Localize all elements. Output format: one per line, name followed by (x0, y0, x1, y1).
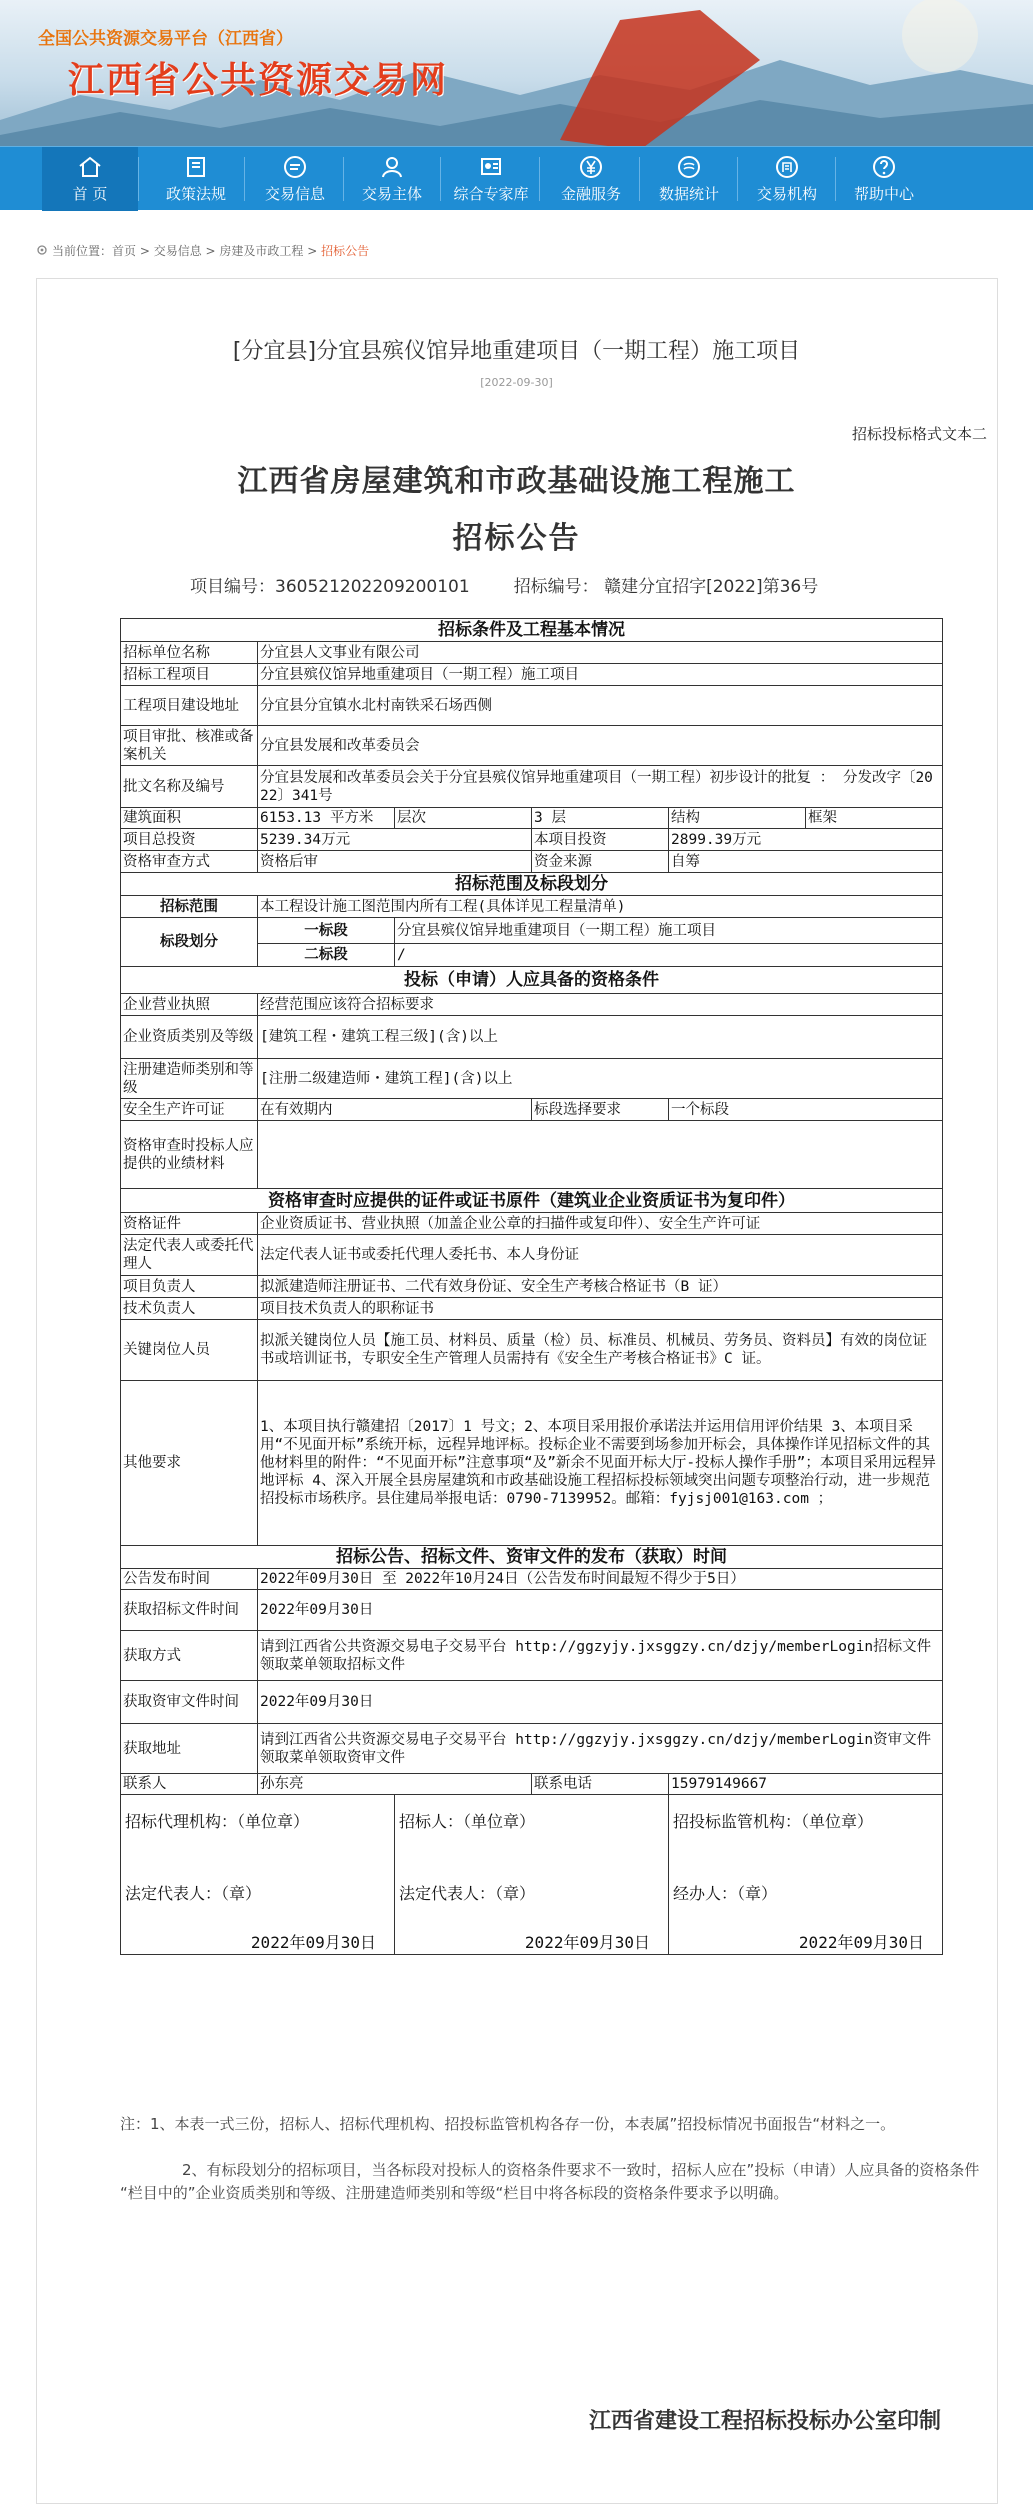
nav-label: 政策法规 (165, 185, 226, 203)
site-banner (0, 0, 1033, 146)
building-icon (774, 154, 800, 180)
breadcrumb-separator: > (136, 244, 154, 258)
cell-value: 项目技术负责人的职称证书 (258, 1298, 943, 1320)
cell-key: 批文名称及编号 (121, 766, 258, 808)
cell-value: 2022年09月30日 (258, 1590, 943, 1631)
cell-key: 本项目投资 (532, 829, 669, 851)
breadcrumb-home[interactable]: 首页 (112, 244, 137, 258)
cell-key: 资金来源 (532, 851, 669, 873)
project-code: 项目编号：360521202209200101 (190, 577, 470, 597)
section-header: 招标条件及工程基本情况 (121, 619, 943, 642)
nav-label: 数据统计 (658, 185, 719, 203)
cell-key: 其他要求 (121, 1381, 258, 1546)
user-icon (379, 154, 405, 180)
cell-key: 资格审查时投标人应提供的业绩材料 (121, 1121, 258, 1189)
cell-value: 15979149667 (669, 1774, 943, 1795)
cell-value (258, 1121, 943, 1189)
lot-label: 一标段 (258, 918, 395, 944)
main-nav (0, 146, 1033, 210)
tender-info-table (120, 618, 942, 1955)
cell-value: 资格后审 (258, 851, 532, 873)
cell-value: 经营范围应该符合招标要求 (258, 994, 943, 1016)
nav-label: 帮助中心 (853, 185, 914, 203)
yen-icon (578, 154, 604, 180)
cell-value: 分宜县发展和改革委员会关于分宜县殡仪馆异地重建项目（一期工程）初步设计的批复 ： 分发改字〔2022〕341号 (258, 766, 943, 808)
nav-help[interactable] (836, 147, 932, 211)
cell-key: 获取方式 (121, 1631, 258, 1681)
cell-value: 1、本项目执行赣建招〔2017〕1 号文；2、本项目采用报价承诺法并运用信用评价结果 3、本项目采用“不见面开标”系统开标，远程异地评标。投标企业不需要到场参加开标会，具体操作详见招标文件的其他材料里的附件：“不见面开标”注意事项“及”新余不见面开标大厅-投标人操作手册”；本项目采用远程异地评标 4、深入开展全县房屋建筑和市政基础设施工程招标投标领域突出问题专项整治行动，进一步规范招投标市场秩序。县住建局举报电话：0790-7139952。邮箱：fyjsj001@163.com ； (258, 1381, 943, 1546)
cell-value: 法定代表人证书或委托代理人委托书、本人身份证 (258, 1235, 943, 1276)
site-logo-title[interactable]: 江西省公共资源交易网 (68, 60, 449, 101)
nav-trade-info[interactable] (247, 147, 343, 211)
cell-key: 结构 (669, 808, 806, 829)
bid-code: 招标编号： 赣建分宜招字[2022]第36号 (513, 577, 819, 597)
cell-value: 拟派建造师注册证书、二代有效身份证、安全生产考核合格证书（B 证） (258, 1276, 943, 1298)
nav-divider (737, 157, 738, 201)
sig-rep: 经办人：（章） (673, 1884, 778, 1903)
sig-date: 2022年09月30日 (798, 1933, 924, 1952)
cell-value: 分宜县发展和改革委员会 (258, 726, 943, 766)
cell-value: / (395, 944, 943, 967)
cell-key: 招标单位名称 (121, 642, 258, 664)
cell-value: 分宜县人文事业有限公司 (258, 642, 943, 664)
cell-value: 孙东亮 (258, 1774, 532, 1795)
nav-expert-pool[interactable] (443, 147, 539, 211)
sig-date: 2022年09月30日 (250, 1933, 376, 1952)
help-icon (871, 154, 897, 180)
code-line (190, 572, 862, 597)
nav-trade-subject[interactable] (344, 147, 440, 211)
nav-label: 交易主体 (361, 185, 422, 203)
nav-finance[interactable] (543, 147, 639, 211)
cell-value: 3 层 (532, 808, 669, 829)
chat-icon (282, 154, 308, 180)
cell-value: 自筹 (669, 851, 943, 873)
cell-value: [建筑工程・建筑工程三级](含)以上 (258, 1016, 943, 1059)
cell-key: 项目审批、核准或备案机关 (121, 726, 258, 766)
nav-divider (440, 157, 441, 201)
database-icon (676, 154, 702, 180)
issuer-signature: 江西省建设工程招标投标办公室印制 (588, 2409, 941, 2434)
cell-value: [注册二级建造师・建筑工程](含)以上 (258, 1059, 943, 1099)
cell-value: 2022年09月30日 (258, 1681, 943, 1724)
breadcrumb (36, 243, 369, 259)
breadcrumb-separator: > (303, 244, 322, 258)
cell-key: 获取资审文件时间 (121, 1681, 258, 1724)
cell-key: 企业资质类别及等级 (121, 1016, 258, 1059)
nav-label: 综合专家库 (453, 185, 529, 203)
signature-supervisor (669, 1795, 943, 1955)
cell-key: 注册建造师类别和等级 (121, 1059, 258, 1099)
nav-label: 金融服务 (560, 185, 621, 203)
section-header: 招标公告、招标文件、资审文件的发布（获取）时间 (121, 1546, 943, 1569)
cell-value: 在有效期内 (258, 1099, 532, 1121)
nav-institution[interactable] (739, 147, 835, 211)
notes (120, 2113, 980, 2228)
cell-value: 请到江西省公共资源交易电子交易平台 http://ggzyjy.jxsggzy.cn/dzjy/memberLogin招标文件领取菜单领取招标文件 (258, 1631, 943, 1681)
sig-rep: 法定代表人：（章） (125, 1884, 262, 1903)
cell-key: 标段划分 (121, 918, 258, 967)
nav-label: 首 页 (72, 185, 108, 203)
cell-value: 2022年09月30日 至 2022年10月24日（公告发布时间最短不得少于5日） (258, 1569, 943, 1590)
sig-org: 招标代理机构：（单位章） (125, 1812, 310, 1831)
cell-key: 联系人 (121, 1774, 258, 1795)
cell-key: 关键岗位人员 (121, 1320, 258, 1381)
nav-statistics[interactable] (641, 147, 737, 211)
cell-value: 5239.34万元 (258, 829, 532, 851)
cell-value: 分宜县殡仪馆异地重建项目（一期工程）施工项目 (395, 918, 943, 944)
nav-divider (639, 157, 640, 201)
platform-subtitle: 全国公共资源交易平台（江西省） (38, 29, 293, 49)
cell-key: 层次 (395, 808, 532, 829)
cell-value: 分宜县殡仪馆异地重建项目（一期工程）施工项目 (258, 664, 943, 686)
notice-heading-line1: 江西省房屋建筑和市政基础设施工程施工 (237, 464, 796, 499)
nav-policy[interactable] (148, 147, 244, 211)
sig-org: 招投标监管机构：（单位章） (673, 1812, 874, 1831)
cell-key: 招标工程项目 (121, 664, 258, 686)
cell-key: 项目负责人 (121, 1276, 258, 1298)
section-header: 投标（申请）人应具备的资格条件 (121, 967, 943, 994)
signature-agent (121, 1795, 395, 1955)
cell-value: 一个标段 (669, 1099, 943, 1121)
breadcrumb-current: 招标公告 (321, 244, 370, 258)
cell-key: 联系电话 (532, 1774, 669, 1795)
note-2: 2、有标段划分的招标项目，当各标段对投标人的资格条件要求不一致时，招标人应在”投标（申请）人应具备的资格条件 “栏目中的”企业资质类别和等级、注册建造师类别和等级“栏目中将各标段的资格条件要求予以明确。 (120, 2161, 980, 2202)
section-header: 招标范围及标段划分 (121, 873, 943, 896)
nav-divider (244, 157, 245, 201)
format-note: 招标投标格式文本二 (851, 425, 987, 443)
cell-value: 请到江西省公共资源交易电子交易平台 http://ggzyjy.jxsggzy.cn/dzjy/memberLogin资审文件领取菜单领取资审文件 (258, 1724, 943, 1774)
book-icon (183, 154, 209, 180)
breadcrumb-housing[interactable]: 房建及市政工程 (219, 244, 304, 258)
cell-value: 本工程设计施工图范围内所有工程(具体详见工程量清单) (258, 896, 943, 918)
nav-divider (539, 157, 540, 201)
cell-key: 标段选择要求 (532, 1099, 669, 1121)
note-1: 注：1、本表一式三份，招标人、招标代理机构、招投标监管机构各存一份，本表属”招投标情况书面报告“材料之一。 (120, 2115, 896, 2133)
cell-value: 分宜县分宜镇水北村南铁采石场西侧 (258, 686, 943, 726)
cell-value: 框架 (806, 808, 943, 829)
breadcrumb-prefix: 当前位置： (52, 244, 113, 258)
cell-key: 建筑面积 (121, 808, 258, 829)
location-pin-icon (36, 245, 48, 257)
cell-value: 6153.13 平方米 (258, 808, 395, 829)
cell-value: 2899.39万元 (669, 829, 943, 851)
cell-value: 拟派关键岗位人员【施工员、材料员、质量（检）员、标准员、机械员、劳务员、资料员】有效的岗位证书或培训证书，专职安全生产管理人员需持有《安全生产考核合格证书》C 证。 (258, 1320, 943, 1381)
cell-key: 获取地址 (121, 1724, 258, 1774)
nav-home[interactable] (42, 147, 138, 211)
lot-label: 二标段 (258, 944, 395, 967)
cell-key: 项目总投资 (121, 829, 258, 851)
sig-rep: 法定代表人：（章） (399, 1884, 536, 1903)
cell-value: 企业资质证书、营业执照（加盖企业公章的扫描件或复印件）、安全生产许可证 (258, 1213, 943, 1235)
breadcrumb-separator: > (201, 244, 220, 258)
article-title: [分宜县]分宜县殡仪馆异地重建项目（一期工程）施工项目 (232, 339, 801, 364)
sig-org: 招标人：（单位章） (399, 1812, 536, 1831)
cell-key: 技术负责人 (121, 1298, 258, 1320)
home-icon (77, 154, 103, 180)
sig-date: 2022年09月30日 (524, 1933, 650, 1952)
cell-key: 法定代表人或委托代理人 (121, 1235, 258, 1276)
expert-icon (478, 154, 504, 180)
cell-key: 资格审查方式 (121, 851, 258, 873)
cell-key: 资格证件 (121, 1213, 258, 1235)
nav-divider (138, 157, 139, 201)
article-date: [2022-09-30] (480, 376, 553, 389)
cell-key: 公告发布时间 (121, 1569, 258, 1590)
nav-label: 交易信息 (264, 185, 325, 203)
breadcrumb-trade-info[interactable]: 交易信息 (153, 244, 202, 258)
section-header: 资格审查时应提供的证件或证书原件（建筑业企业资质证书为复印件） (121, 1189, 943, 1213)
cell-key: 企业营业执照 (121, 994, 258, 1016)
cell-key: 工程项目建设地址 (121, 686, 258, 726)
notice-heading-line2: 招标公告 (452, 521, 581, 556)
signature-owner (395, 1795, 669, 1955)
cell-key: 招标范围 (121, 896, 258, 918)
cell-key: 获取招标文件时间 (121, 1590, 258, 1631)
nav-label: 交易机构 (756, 185, 817, 203)
cell-key: 安全生产许可证 (121, 1099, 258, 1121)
